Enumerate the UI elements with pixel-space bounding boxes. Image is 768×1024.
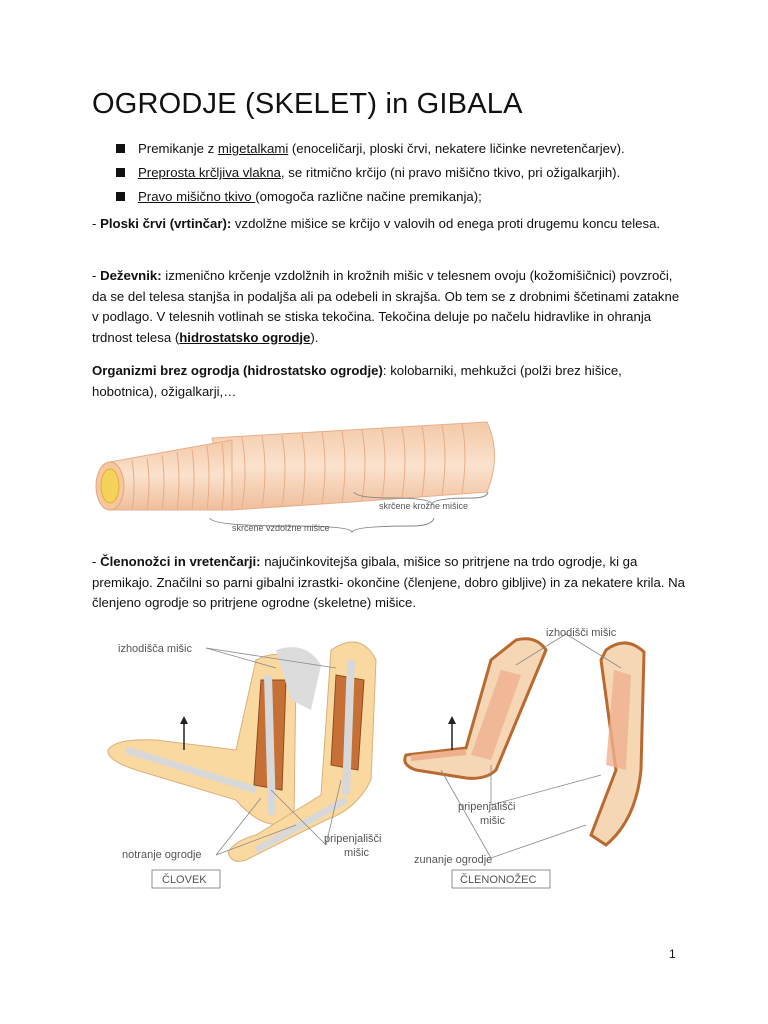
square-bullet-icon bbox=[116, 192, 125, 201]
bullet-list bbox=[116, 140, 625, 212]
figure-skeleton-comparison bbox=[96, 620, 676, 900]
list-item bbox=[116, 188, 625, 212]
term-arthropods-vertebrates: Členonožci in vretenčarji: bbox=[100, 554, 261, 569]
term-earthworm: Deževnik: bbox=[100, 268, 162, 283]
label-human: ČLOVEK bbox=[162, 874, 207, 886]
label-insertions-human-1: pripenjališči bbox=[324, 833, 382, 845]
term-flatworms: Ploski črvi (vrtinčar): bbox=[100, 216, 232, 231]
term-hydrostatic-skeleton: hidrostatsko ogrodje bbox=[179, 329, 311, 345]
label-longitudinal-muscles: skrčene vzdolžne mišice bbox=[232, 523, 330, 533]
label-insertions-human-2: mišic bbox=[344, 847, 370, 859]
label-origins-human: izhodišča mišic bbox=[118, 643, 192, 655]
page-title: OGRODJE (SKELET) in GIBALA bbox=[92, 88, 523, 120]
bullet-text: , se ritmično krčijo (ni pravo mišično tkivo, pri ožigalkarjih). bbox=[280, 165, 621, 180]
page-number: 1 bbox=[669, 947, 676, 961]
paragraph-arthropods-vertebrates: - Členonožci in vretenčarji: najučinkovitejša gibala, mišice so pritrjene na trdo ogrodje, ki ga premikajo. Značilni so parni gibalni izrastki- okončine (členjene, dobro gibljive) in za nekatere krila. Na členjeno ogrodje so pritrjene ogrodne (skeletne) mišice. bbox=[92, 554, 685, 610]
label-insertions-arth-1: pripenjališči bbox=[458, 801, 516, 813]
bullet-text: (omogoča različne načine premikanja); bbox=[255, 189, 482, 204]
figure-earthworm-muscles bbox=[92, 410, 512, 540]
paragraph-flatworms: - Ploski črvi (vrtinčar): vzdolžne mišice se krčijo v valovih od enega proti drugemu koncu telesa. bbox=[92, 216, 661, 231]
label-arthropod: ČLENONOŽEC bbox=[460, 874, 537, 886]
bullet-text: (enoceličarji, ploski črvi, nekatere ličinke nevretenčarjev). bbox=[288, 141, 625, 156]
square-bullet-icon bbox=[116, 144, 125, 153]
list-item bbox=[116, 140, 625, 164]
human-arm-extended bbox=[108, 647, 321, 824]
bullet-text: Premikanje z bbox=[138, 141, 218, 156]
term-organisms: Organizmi brez ogrodja (hidrostatsko ogrodje) bbox=[92, 363, 383, 378]
label-external-skeleton: zunanje ogrodje bbox=[414, 854, 493, 866]
label-origins-arthropod: izhodišči mišic bbox=[546, 627, 617, 639]
underlined-term: Preprosta krčljiva vlakna bbox=[138, 165, 281, 180]
link-migetalke: migetalkami bbox=[217, 141, 289, 156]
label-insertions-arth-2: mišic bbox=[480, 815, 506, 827]
paragraph-earthworm: - Deževnik: izmenično krčenje vzdolžnih in krožnih mišic v telesnem ovoju (kožomišičnici) povzroči, da se del telesa stanjša in podaljša ali pa odebeli in skrajša. Ob tem se z drobnimi ščetinami zatakne v podlago. V telesnih votlinah se stiska tekočina. Tekočina deluje po načelu hidravlike in ohranja trdnost telesa (hidrostatsko ogrodje). bbox=[92, 268, 680, 345]
underlined-term: Pravo mišično tkivo bbox=[138, 189, 256, 204]
label-internal-skeleton: notranje ogrodje bbox=[122, 849, 202, 861]
paragraph-organisms-without-skeleton: Organizmi brez ogrodja (hidrostatsko ogrodje): kolobarniki, mehkužci (polži brez hišice, hobotnica), ožigalkarji,… bbox=[92, 363, 622, 399]
list-item bbox=[116, 164, 625, 188]
label-circular-muscles: skrčene krožne mišice bbox=[379, 501, 469, 511]
arthropod-limb-flexed bbox=[591, 643, 644, 845]
square-bullet-icon bbox=[116, 168, 125, 177]
